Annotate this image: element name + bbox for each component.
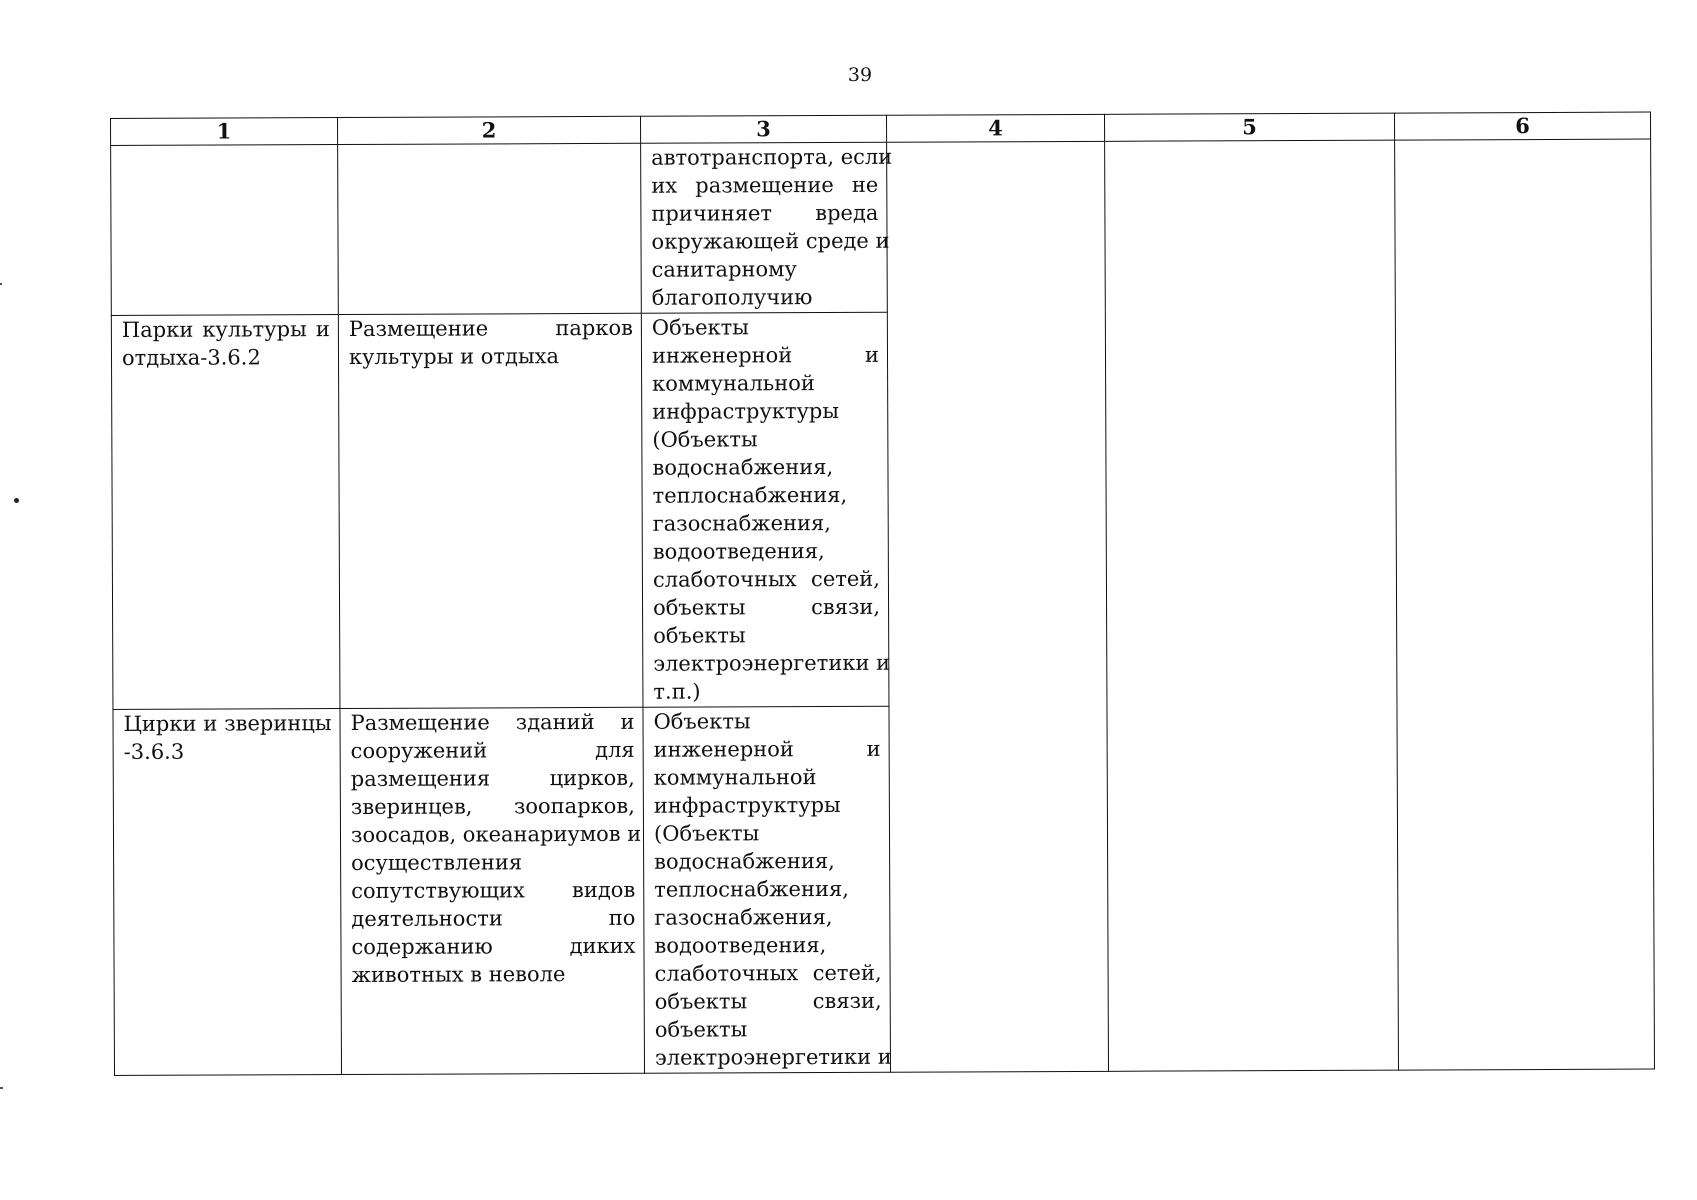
scan-mark — [0, 1087, 3, 1089]
cell-text-line: объекты — [653, 623, 746, 648]
row-2-col-3-cell — [641, 312, 889, 707]
cell-text-line: окружающей среде и — [651, 228, 890, 254]
page-number: 39 — [847, 64, 873, 86]
column-header-6: 6 — [1394, 112, 1650, 140]
cell-text-line: Размещение зданий и — [350, 709, 635, 735]
column-header-4: 4 — [886, 114, 1104, 142]
cell-text-line: теплоснабжения, — [652, 482, 848, 508]
cell-text-line: деятельности по — [351, 905, 636, 931]
column-header-1: 1 — [111, 118, 338, 146]
column-5-cell — [1105, 140, 1399, 1071]
cell-text-line: т.п.) — [653, 679, 701, 704]
cell-text-line: коммунальной — [653, 765, 817, 790]
cell-text-line: санитарному — [651, 257, 797, 282]
cell-text-line: размещения цирков, — [350, 765, 635, 791]
cell-text-line: электроэнергетики и — [654, 1044, 892, 1070]
cell-text-line: слаботочных сетей, — [652, 566, 880, 592]
cell-text-line: газоснабжения, — [654, 904, 833, 930]
cell-text-line: электроэнергетики и — [653, 650, 891, 676]
cell-text-line: водоотведения, — [652, 539, 825, 564]
row-1-col-3-cell — [641, 142, 893, 313]
land-use-table — [110, 112, 1655, 1076]
cell-text-line: инфраструктуры — [653, 792, 841, 818]
cell-text-line: (Объекты — [653, 821, 760, 846]
row-1-col-2-cell — [338, 143, 642, 314]
cell-text-line: теплоснабжения, — [654, 876, 849, 902]
cell-text-line: культуры и отдыха — [348, 344, 560, 370]
cell-text-line: -3.6.3 — [123, 739, 185, 764]
cell-text-line: газоснабжения, — [652, 510, 831, 536]
cell-text-line: содержанию диких — [351, 933, 636, 959]
row-1-col-1-cell — [111, 145, 339, 316]
cell-text-line: Объекты — [651, 315, 750, 340]
cell-text-line: Размещение парков — [348, 315, 633, 342]
cell-text-line: их размещение не — [651, 172, 879, 198]
cell-text-line: водоотведения, — [654, 933, 827, 958]
row-3-col-1-cell — [113, 709, 342, 1076]
column-6-cell — [1395, 139, 1655, 1070]
cell-text-line: животных в неволе — [351, 962, 566, 987]
row-3-col-2-cell — [340, 707, 645, 1074]
cell-text-line: объекты связи, — [653, 594, 881, 620]
cell-text-line: инженерной и — [653, 736, 881, 762]
cell-text-line: объекты связи, — [654, 988, 882, 1014]
column-header-5: 5 — [1104, 113, 1394, 141]
cell-text-line: (Объекты — [652, 427, 758, 452]
cell-text-line: причиняет вреда — [651, 200, 879, 226]
cell-text-line: водоснабжения, — [652, 454, 834, 480]
cell-text-line: отдыха-3.6.2 — [121, 345, 261, 370]
cell-text-line: благополучию — [651, 285, 813, 310]
cell-text-line: коммунальной — [652, 371, 815, 396]
row-3-col-3-cell — [643, 706, 891, 1073]
cell-text-line: Парки культуры и — [121, 317, 330, 342]
cell-text-line: осуществления — [351, 850, 523, 875]
column-header-3: 3 — [640, 115, 886, 143]
cell-text-line: сопутствующих видов — [351, 877, 636, 903]
scan-speck — [14, 498, 19, 503]
cell-text-line: слаботочных сетей, — [654, 960, 882, 986]
table-row — [111, 139, 1652, 315]
cell-text-line: инженерной и — [651, 342, 880, 368]
cell-text-line: Объекты — [653, 709, 751, 734]
row-2-col-1-cell — [111, 315, 340, 710]
cell-text-line: автотранспорта, если — [651, 144, 893, 170]
cell-text-line: объекты — [654, 1017, 748, 1042]
row-2-col-2-cell — [338, 313, 643, 708]
cell-text-line: водоснабжения, — [654, 848, 835, 874]
column-4-cell — [887, 141, 1109, 1072]
cell-text-line: зоосадов, океанариумов и — [350, 821, 642, 847]
scan-mark — [0, 283, 2, 285]
column-header-2: 2 — [338, 116, 641, 144]
cell-text-line: инфраструктуры — [652, 398, 840, 424]
cell-text-line: зверинцев, зоопарков, — [350, 793, 635, 819]
cell-text-line: сооружений для — [350, 737, 635, 763]
cell-text-line: Цирки и зверинцы — [123, 711, 332, 736]
